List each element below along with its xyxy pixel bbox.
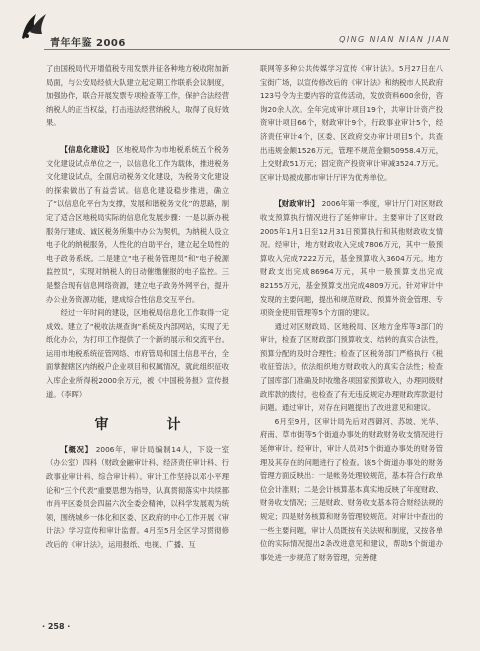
paragraph-info-construction — [46, 143, 229, 306]
right-column — [260, 62, 443, 564]
section-title-audit: 审 计 — [94, 417, 203, 434]
paragraph-text: 2006年，审计局编制14人，下设一室（办公室）四科（财政金融审计科、经济责任审计科、行政事业审计科、综合审计科）。审计工作坚持以邓小平理论和“三个代表”重要思想为指导，认真贯彻落实中共续都市肖平区委员会四届六次全委会精神，以科学发展观为统领，围绕城乡一体化和区委、区政府的中心工作开展《审计法》学习宣传和审计监督。4月至5月全区学习贯彻修改后的《审计法》，运用报纸、电视、广播、互 — [46, 444, 229, 549]
yearbook-title: 青年年鉴 2006 — [50, 38, 126, 49]
paragraph-text: 区地税局作为市地税系统五个税务文化建设试点单位之一，以信息化工作为载体，推进税务文化建设试点，全面启动税务文化建设，为税务文化建设的探索做出了有益尝试。信息化建设稳步推进，确立了“以信息化平台为支撑，发展和谐税务文化”的思路，制定了适合区地税局实际的信息化发展步骤：一是以新办税服务厅建成、诚区税务所集中办公为契机，为纳税人设立电子化的纳税服务，人性化的自助平台，建立起全局性的电子政务系统。二是建立“电子税务管理员”和“电子税源监控员”，实现对纳税人的日动催缴催报的电子监控。三是整合现有信息网络资源，建立电子政务外网平台，提升办公业务资源功能，建成综合性信息交互平台。 — [46, 144, 229, 304]
paragraph-overview — [46, 443, 229, 552]
left-column — [46, 62, 229, 552]
page-header — [0, 0, 480, 48]
yearbook-logo-icon — [18, 8, 48, 42]
running-head: QING NIAN NIAN JIAN — [339, 35, 450, 44]
page-number: · 258 · — [42, 622, 71, 631]
paragraph: 了由国税局代开增值税专用发票并征各种地方税收附加新局面，与公安局经侦大队建立起定期工作联系会议制度，加强协作，联合开展发票专项检查等工作，保护合法经营纳税人的正当权益，打击违法经营纳税人，取得了良好效果。 — [46, 64, 229, 128]
paragraph: 联网等多种公共传媒学习宣传《审计法》。5月27日在八宝街广场，以宣传修改后的《审计法》和纳税市人民政府123号令为主要内容的宣传活动，发放资料600余份，咨询20余人次。全年完成审计项目19个，共审计计资产投资审计项目66个，财政审计9个，行政事业审计5个，经济责任审计4个，区委、区政府交办审计项目5个。共查出违规金额1526万元，管理不规范金额50958.4万元，上交财政51万元；固定资产投资审计审减3524.7万元。区审计局被成都市审计厅评为优秀单位。 — [260, 64, 443, 182]
section-tag: 【概况】 — [60, 444, 93, 454]
paragraph: 通过对区财政局、区地税局、区地方金库等3部门的审计，检查了区财政部门预算收支、结转的真实合法性，预算分配的及时合理性；检查了区税务部门严格执行《税收征管法》，依法组织地方财政收入的真实合法性；检查了国库部门准确及时收缴各项国家预算收入，办理同级财政库款的拨付，也检查了有无违反规定办理财政库款退付问题。通过审计，对存在问题提出了改进意见和建议。 — [260, 321, 443, 413]
section-tag: 【信息化建设】 — [60, 144, 114, 154]
header-divider — [44, 49, 450, 50]
paragraph: 经过一年时间的建设，区地税局信息化工作取得一定成效。建立了“税收法规查询”系统及内部网站，实现了无纸化办公，为打印工作提供了一个新的展示和交流平台。运用市地税系统征管网络、市府管局和国土信息平台，全面掌握辖区内纳税户企业项目和权属情况，就此组织征收入库企业所得税2000余万元，被《中国税务报》宣传报道。（李晖） — [46, 308, 229, 399]
paragraph-text: 2006年第一季度，审计厅门对区财政收支预算执行情况进行了延伸审计。主要审计了区财政2005年1月1日至12月31日预算执行和其他财政收支情况。经审计，地方财政收入完成7806万元，其中一般预算收入完成7222万元，基金预算收入3604万元。地方财政支出完成86964万元，其中一般预算支出完成82155万元，基金预算支出完成4809万元。针对审计中发现的主要问题，提出和规范财政、预算外资金管理、专项资金使用管理等5个方面的建议。 — [260, 199, 444, 318]
paragraph: 6月至9月，区审计局先后对西御河、苏坡、光华、府南、草市街等5个街道办事处的财政财务收支情况进行延伸审计。经审计，审计人员对5个街道办事处的财务管理及其存在的问题进行了检查。该5个街道办事处的财务管理方面反映出：一是帐务处理较规范，基本符合行政单位会计准则；二是会计核算基本真实地反映了年度财政、财务收支情况；三是财政、财务收支基本符合财经法规的规定；四是财务核算和财务管理较规范。对审计中查出的一些主要问题，审计人员既按有关法规和制度，又按各单位的实际情况提出2条改进意见和建议，帮助5个街道办事处进一步规范了财务管理，完善健 — [260, 416, 443, 562]
paragraph-finance-audit — [260, 197, 443, 319]
section-tag: 【财政审计】 — [274, 199, 319, 209]
